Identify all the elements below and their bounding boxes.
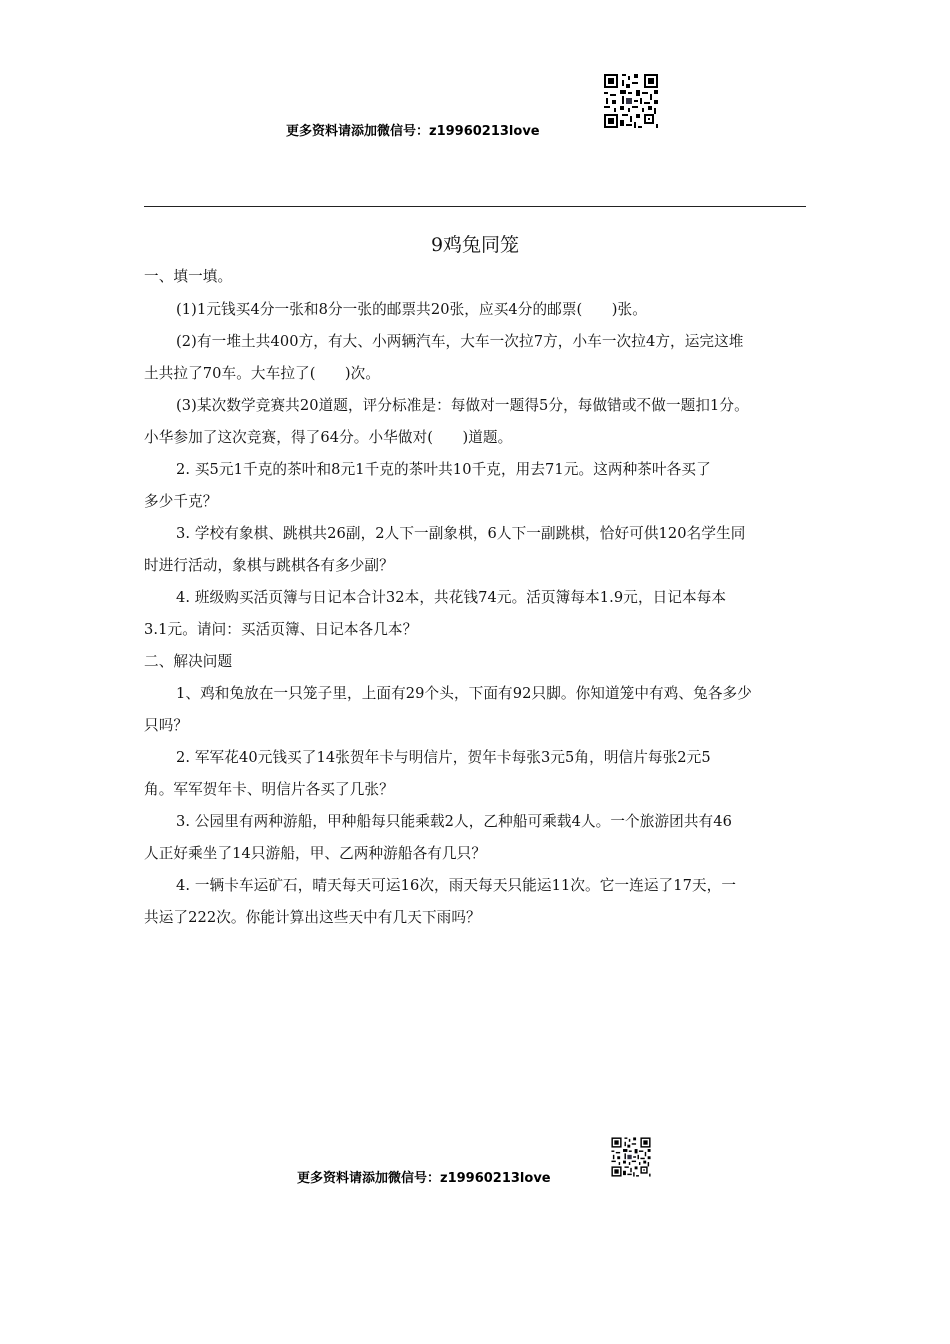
- problem-3-line1: 3. 公园里有两种游船，甲种船每只能乘载2人，乙种船可乘载4人。一个旅游团共有46: [176, 813, 732, 830]
- problem-2-line2: 角。军军贺年卡、明信片各买了几张？: [144, 781, 394, 798]
- footer-qr-code-icon: [610, 1136, 652, 1178]
- page-title: 9鸡兔同笼: [430, 234, 520, 256]
- question-2-line1: 2. 买5元1千克的茶叶和8元1千克的茶叶共10千克，用去71元。这两种茶叶各买了: [176, 461, 711, 478]
- footer-wechat-text: 更多资料请添加微信号：z19960213love: [297, 1171, 551, 1186]
- header-wechat-text: 更多资料请添加微信号：z19960213love: [286, 124, 540, 139]
- question-3-line1: 3. 学校有象棋、跳棋共26副，2人下一副象棋，6人下一副跳棋，恰好可供120名学生同: [176, 525, 746, 542]
- qr-code-icon: [602, 72, 660, 130]
- question-4-line1: 4. 班级购买活页簿与日记本合计32本，共花钱74元。活页簿每本1.9元，日记本每本: [176, 589, 727, 606]
- problem-3-line2: 人正好乘坐了14只游船，甲、乙两种游船各有几只？: [144, 845, 487, 862]
- problem-4-line2: 共运了222次。你能计算出这些天中有几天下雨吗？: [144, 909, 481, 926]
- problem-2-line1: 2. 军军花40元钱买了14张贺年卡与明信片，贺年卡每张3元5角，明信片每张2元5: [176, 749, 711, 766]
- question-2-line2: 多少千克？: [144, 493, 218, 510]
- question-1-3-line2: 小华参加了这次竞赛，得了64分。小华做对( )道题。: [144, 429, 513, 446]
- problem-1-line1: 1、鸡和兔放在一只笼子里，上面有29个头，下面有92只脚。你知道笼中有鸡、兔各多少: [176, 685, 752, 702]
- section2-heading: 二、解决问题: [144, 653, 233, 670]
- header-divider: [144, 206, 806, 207]
- question-1-2-line1: (2)有一堆土共400方，有大、小两辆汽车，大车一次拉7方，小车一次拉4方，运完这堆: [176, 333, 744, 350]
- question-1-2-line2: 土共拉了70车。大车拉了( )次。: [144, 365, 381, 382]
- question-4-line2: 3.1元。请问：买活页簿、日记本各几本？: [144, 621, 418, 638]
- problem-1-line2: 只吗？: [144, 717, 189, 734]
- section1-heading: 一、填一填。: [144, 268, 233, 285]
- question-1-1: (1)1元钱买4分一张和8分一张的邮票共20张，应买4分的邮票( )张。: [176, 301, 647, 318]
- problem-4-line1: 4. 一辆卡车运矿石，晴天每天可运16次，雨天每天只能运11次。它一连运了17天，一: [176, 877, 737, 894]
- question-3-line2: 时进行活动，象棋与跳棋各有多少副？: [144, 557, 394, 574]
- question-1-3-line1: (3)某次数学竞赛共20道题，评分标准是：每做对一题得5分，每做错或不做一题扣1分。: [176, 397, 749, 414]
